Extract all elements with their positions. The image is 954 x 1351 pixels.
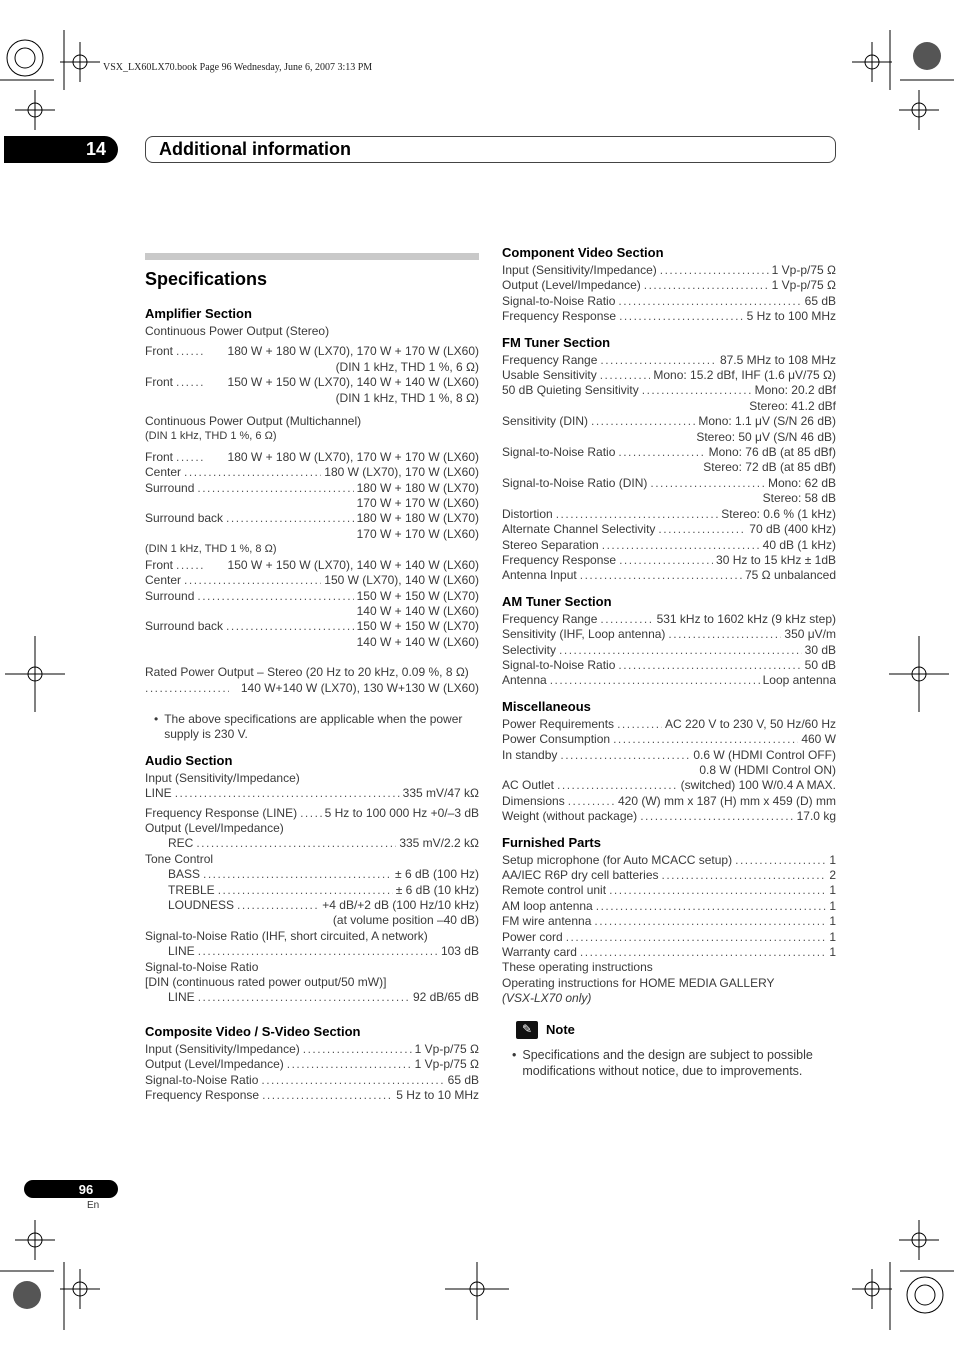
spec-row: REC ..... 335 mV/2.2 kΩ — [145, 836, 479, 851]
spec-row: Frequency Response (LINE) ..... 5 Hz to 100 000 Hz +0/–3 dB — [145, 806, 479, 821]
multi-note: (DIN 1 kHz, THD 1 %, 6 Ω) — [145, 430, 277, 443]
rated-row: ..... 140 W+140 W (LX70), 130 W+130 W (LX60) — [145, 681, 479, 696]
chapter-title: Additional information — [145, 136, 836, 163]
spec-row: Center ..... 150 W (LX70), 140 W (LX60) — [145, 573, 479, 588]
furnished-heading: Furnished Parts — [502, 834, 601, 850]
spec-row: Stereo Separation ..... 40 dB (1 kHz) — [502, 538, 836, 553]
spec-row: BASS ..... ± 6 dB (100 Hz) — [145, 867, 479, 882]
audio-heading: Audio Section — [145, 752, 233, 768]
audio-output-label: Output (Level/Impedance) — [145, 820, 284, 835]
multi-note: (DIN 1 kHz, THD 1 %, 8 Ω) — [145, 543, 277, 556]
spec-sub: Stereo: 50 μV (S/N 46 dB) — [696, 429, 836, 444]
spec-row: LINE ..... 92 dB/65 dB — [145, 990, 479, 1005]
bullet-item: • The above specifications are applicable when the power supply is 230 V. — [154, 711, 463, 742]
spec-row: Warranty card ..... 1 — [502, 945, 836, 960]
spec-sub: 170 W + 170 W (LX60) — [356, 496, 479, 511]
spec-row: Frequency Response ..... 5 Hz to 10 MHz — [145, 1088, 479, 1103]
spec-row: Antenna Input ..... 75 Ω unbalanced — [502, 568, 836, 583]
spec-sub: (DIN 1 kHz, THD 1 %, 8 Ω) — [335, 390, 479, 405]
spec-row: LINE ..... 335 mV/47 kΩ — [145, 786, 479, 801]
spec-row: Frequency Response ..... 30 Hz to 15 kHz ± 1dB — [502, 553, 836, 568]
note-item: • Specifications and the design are subject to possible modifications without notice, due to improvements. — [512, 1047, 813, 1078]
spec-row: Signal-to-Noise Ratio ..... 50 dB — [502, 658, 836, 673]
spec-row: Front ..... 180 W + 180 W (LX70), 170 W + 170 W (LX60) — [145, 344, 479, 359]
spec-sub: (DIN 1 kHz, THD 1 %, 6 Ω) — [335, 359, 479, 374]
snr-label: Signal-to-Noise Ratio — [145, 959, 259, 974]
spec-row: FM wire antenna ..... 1 — [502, 914, 836, 929]
spec-row: Usable Sensitivity ..... Mono: 15.2 dBf, IHF (1.6 μV/75 Ω) — [502, 368, 836, 383]
spec-row: Distortion ..... Stereo: 0.6 % (1 kHz) — [502, 507, 836, 522]
spec-row: Alternate Channel Selectivity ..... 70 dB (400 kHz) — [502, 522, 836, 537]
spec-row: Surround ..... 150 W + 150 W (LX70) — [145, 589, 479, 604]
spec-row: Signal-to-Noise Ratio (DIN) ..... Mono: 62 dB — [502, 476, 836, 491]
spec-row: 50 dB Quieting Sensitivity ..... Mono: 20.2 dBf — [502, 383, 836, 398]
spec-row: Signal-to-Noise Ratio ..... Mono: 76 dB (at 85 dBf) — [502, 445, 836, 460]
pencil-note-icon: ✎ — [516, 1021, 538, 1039]
spec-row: Output (Level/Impedance) ..... 1 Vp-p/75 Ω — [502, 278, 836, 293]
note-header — [502, 1021, 836, 1039]
spec-sub: 140 W + 140 W (LX60) — [356, 634, 479, 649]
misc-heading: Miscellaneous — [502, 698, 591, 714]
component-heading: Component Video Section — [502, 245, 664, 260]
spec-row: Setup microphone (for Auto MCACC setup) ..... 1 — [502, 853, 836, 868]
furnished-extra: These operating instructions — [502, 960, 653, 975]
spec-row: Frequency Response ..... 5 Hz to 100 MHz — [502, 309, 836, 324]
spec-row: LINE ..... 103 dB — [145, 944, 479, 959]
spec-sub: (at volume position –40 dB) — [332, 913, 479, 928]
furnished-extra: Operating instructions for HOME MEDIA GALLERY — [502, 975, 775, 990]
spec-row: AC Outlet ..... (switched) 100 W/0.4 A MAX. — [502, 778, 836, 793]
spec-row: LOUDNESS ..... +4 dB/+2 dB (100 Hz/10 kHz) — [145, 898, 479, 913]
spec-row: Sensitivity (IHF, Loop antenna) ..... 350 μV/m — [502, 627, 836, 642]
spec-row: In standby ..... 0.6 W (HDMI Control OFF) — [502, 748, 836, 763]
title-rule — [145, 253, 479, 260]
stereo-label: Continuous Power Output (Stereo) — [145, 324, 330, 338]
multi-label: Continuous Power Output (Multichannel) — [145, 414, 362, 429]
right-column — [502, 245, 836, 1085]
spec-row: Output (Level/Impedance) ..... 1 Vp-p/75 Ω — [145, 1057, 479, 1072]
spec-row: Frequency Range ..... 87.5 MHz to 108 MHz — [502, 353, 836, 368]
spec-row: Weight (without package) ..... 17.0 kg — [502, 809, 836, 824]
snr-din-label: [DIN (continuous rated power output/50 mW)] — [145, 975, 387, 990]
spec-sub: Stereo: 72 dB (at 85 dBf) — [703, 460, 836, 475]
spec-row: Dimensions ..... 420 (W) mm x 187 (H) mm x 459 (D) mm — [502, 794, 836, 809]
spec-sub: 140 W + 140 W (LX60) — [356, 603, 479, 618]
rated-label: Rated Power Output – Stereo (20 Hz to 20 kHz, 0.09 %, 8 Ω) — [145, 665, 469, 680]
spec-row: Power Consumption ..... 460 W — [502, 732, 836, 747]
spec-row: Signal-to-Noise Ratio ..... 65 dB — [145, 1073, 479, 1088]
spec-row: Front ..... 180 W + 180 W (LX70), 170 W + 170 W (LX60) — [145, 450, 479, 465]
spec-row: Front ..... 150 W + 150 W (LX70), 140 W + 140 W (LX60) — [145, 375, 479, 390]
furnished-extra: (VSX-LX70 only) — [502, 991, 592, 1006]
am-heading: AM Tuner Section — [502, 593, 612, 609]
print-info: VSX_LX60LX70.book Page 96 Wednesday, June 6, 2007 3:13 PM — [103, 62, 373, 73]
audio-input-label: Input (Sensitivity/Impedance) — [145, 770, 300, 785]
spec-row: Power Requirements ..... AC 220 V to 230 V, 50 Hz/60 Hz — [502, 717, 836, 732]
spec-row: Sensitivity (DIN) ..... Mono: 1.1 μV (S/N 26 dB) — [502, 414, 836, 429]
page-number: 96 — [24, 1180, 118, 1198]
spec-row: Surround back ..... 150 W + 150 W (LX70) — [145, 619, 479, 634]
spec-row: Input (Sensitivity/Impedance) ..... 1 Vp-p/75 Ω — [145, 1042, 479, 1057]
spec-row: Power cord ..... 1 — [502, 930, 836, 945]
spec-row: Front ..... 150 W + 150 W (LX70), 140 W + 140 W (LX60) — [145, 558, 479, 573]
spec-row: TREBLE ..... ± 6 dB (10 kHz) — [145, 883, 479, 898]
snr-ihf-label: Signal-to-Noise Ratio (IHF, short circuited, A network) — [145, 928, 428, 943]
spec-row: Input (Sensitivity/Impedance) ..... 1 Vp-p/75 Ω — [502, 263, 836, 278]
spec-sub: 170 W + 170 W (LX60) — [356, 526, 479, 541]
page-language: En — [87, 1200, 100, 1211]
spec-row: Selectivity ..... 30 dB — [502, 643, 836, 658]
note-label: Note — [546, 1021, 575, 1037]
spec-row: Surround back ..... 180 W + 180 W (LX70) — [145, 511, 479, 526]
amplifier-heading: Amplifier Section — [145, 306, 252, 321]
spec-row: Center ..... 180 W (LX70), 170 W (LX60) — [145, 465, 479, 480]
chapter-number: 14 — [4, 136, 118, 163]
spec-row: Signal-to-Noise Ratio ..... 65 dB — [502, 294, 836, 309]
page-title: Specifications — [145, 269, 268, 289]
spec-row: Surround ..... 180 W + 180 W (LX70) — [145, 481, 479, 496]
spec-row: AM loop antenna ..... 1 — [502, 899, 836, 914]
spec-sub: Stereo: 41.2 dBf — [749, 398, 836, 413]
tone-label: Tone Control — [145, 851, 214, 866]
spec-row: Frequency Range ..... 531 kHz to 1602 kHz (9 kHz step) — [502, 612, 836, 627]
spec-row: Remote control unit ..... 1 — [502, 883, 836, 898]
composite-heading: Composite Video / S-Video Section — [145, 1023, 361, 1039]
spec-row: AA/IEC R6P dry cell batteries ..... 2 — [502, 868, 836, 883]
spec-sub: 0.8 W (HDMI Control ON) — [699, 762, 836, 777]
spec-row: Antenna ..... Loop antenna — [502, 673, 836, 688]
fm-heading: FM Tuner Section — [502, 334, 611, 350]
left-column — [145, 253, 479, 1103]
spec-sub: Stereo: 58 dB — [762, 491, 836, 506]
